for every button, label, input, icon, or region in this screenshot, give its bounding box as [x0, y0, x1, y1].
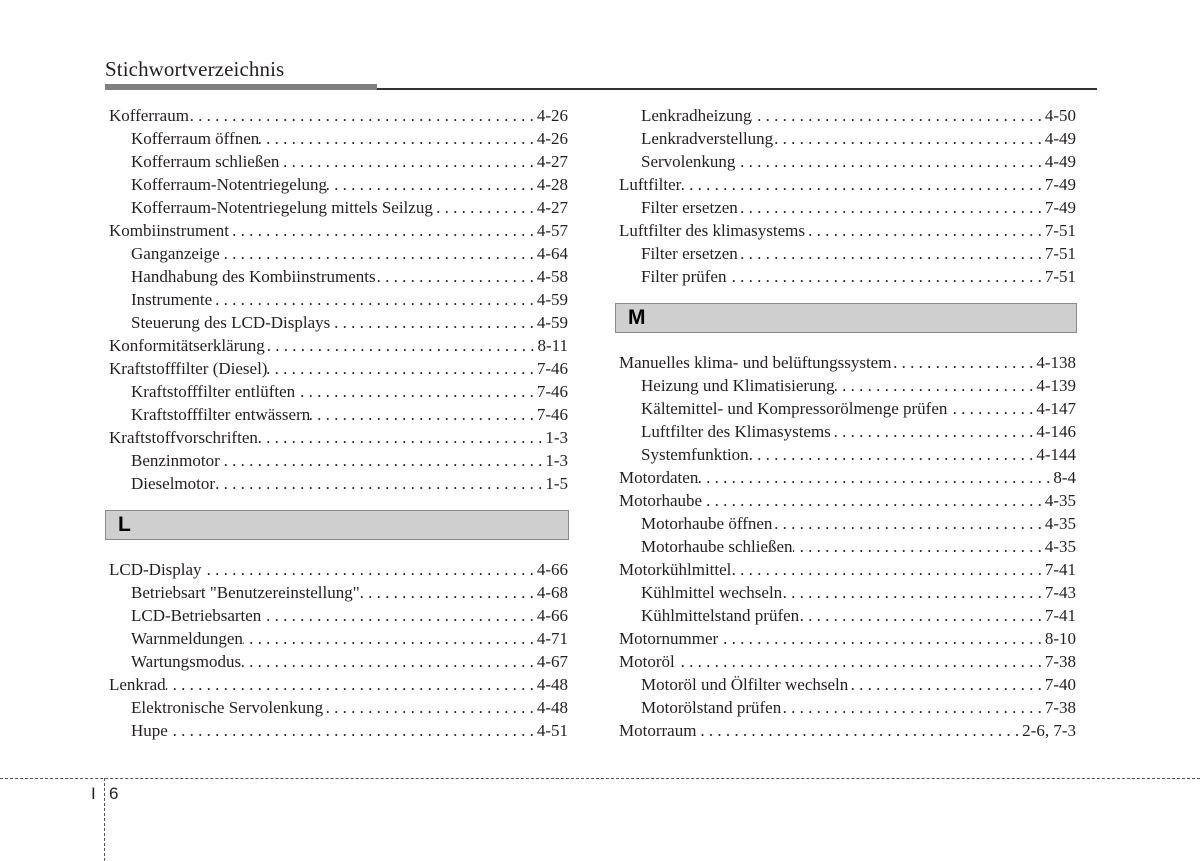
index-subentry: [109, 288, 568, 311]
dot-leader: [891, 351, 1036, 374]
index-subentry: [109, 150, 568, 173]
index-page-reference: 4-138: [1036, 353, 1076, 372]
index-page-reference: 4-144: [1036, 445, 1076, 464]
index-entry: [619, 627, 1076, 650]
index-term: Lenkrad: [109, 675, 166, 694]
index-subentry: [619, 196, 1076, 219]
index-subentry: [619, 443, 1076, 466]
index-page-reference: 7-46: [536, 405, 568, 424]
index-entry: [109, 104, 568, 127]
dot-leader: [323, 696, 537, 719]
dot-leader: [698, 466, 1053, 489]
index-entry: [109, 673, 568, 696]
index-page-reference: 7-46: [536, 382, 568, 401]
index-page-reference: 7-41: [1044, 560, 1076, 579]
index-page-reference: 4-51: [536, 721, 568, 740]
index-page-reference: 4-26: [536, 106, 568, 125]
dot-leader: [202, 558, 537, 581]
dot-leader: [212, 288, 537, 311]
dot-leader: [947, 397, 1036, 420]
index-term: Kofferraum-Notentriegelung mittels Seilzug: [131, 198, 433, 217]
dot-leader: [241, 650, 537, 673]
dot-leader: [782, 581, 1045, 604]
index-page-reference: 4-147: [1036, 399, 1076, 418]
dot-leader: [702, 489, 1045, 512]
index-subentry: [619, 512, 1076, 535]
dot-leader: [726, 265, 1044, 288]
index-subentry: [109, 696, 568, 719]
index-page-reference: 4-26: [536, 129, 568, 148]
index-term: Kombiinstrument: [109, 221, 229, 240]
index-page-reference: 8-11: [537, 336, 568, 355]
index-term: Kraftstofffilter (Diesel): [109, 359, 268, 378]
index-term: Manuelles klima- und belüftungssystem: [619, 353, 892, 372]
dot-leader: [310, 403, 537, 426]
index-subentry: [109, 719, 568, 742]
index-subentry: [109, 403, 568, 426]
index-page-reference: 2-6, 7-3: [1022, 721, 1076, 740]
index-entry: [109, 334, 568, 357]
dot-leader: [267, 357, 536, 380]
index-term: Dieselmotor: [131, 474, 216, 493]
header-rule-thin: [377, 88, 1097, 90]
dot-leader: [295, 380, 537, 403]
dot-leader: [189, 104, 537, 127]
index-page-reference: 4-48: [536, 698, 568, 717]
index-term: Luftfilter: [619, 175, 682, 194]
dot-leader: [831, 420, 1037, 443]
index-term: Luftfilter des Klimasystems: [641, 422, 831, 441]
footer-page-number: 6: [109, 784, 119, 803]
index-subentry: [619, 265, 1076, 288]
index-page-reference: 4-71: [536, 629, 568, 648]
index-term: LCD-Display: [109, 560, 202, 579]
index-subentry: [109, 242, 568, 265]
index-page-reference: 7-51: [1044, 221, 1076, 240]
index-page-reference: 7-40: [1044, 675, 1076, 694]
index-subentry: [619, 696, 1076, 719]
index-term: Motoröl und Ölfilter wechseln: [641, 675, 849, 694]
dot-leader: [220, 242, 537, 265]
index-term: Kofferraum schließen: [131, 152, 280, 171]
index-subentry: [109, 380, 568, 403]
footer-dashed-rule: [0, 778, 1200, 779]
dot-leader: [773, 127, 1045, 150]
index-term: Kühlmittel wechseln: [641, 583, 783, 602]
index-entry: [619, 489, 1076, 512]
index-term: Steuerung des LCD-Displays: [131, 313, 331, 332]
index-term: Luftfilter des klimasystems: [619, 221, 806, 240]
index-term: Motordaten: [619, 468, 699, 487]
index-page-reference: 4-66: [536, 606, 568, 625]
index-page-reference: 7-46: [536, 359, 568, 378]
dot-leader: [731, 558, 1044, 581]
index-page-reference: 4-35: [1044, 514, 1076, 533]
dot-leader: [220, 449, 546, 472]
index-term: Kraftstoffvorschriften: [109, 428, 258, 447]
dot-leader: [681, 173, 1045, 196]
index-subentry: [109, 472, 568, 495]
index-entry: [619, 219, 1076, 242]
index-subentry: [109, 196, 568, 219]
dot-leader: [735, 150, 1044, 173]
index-page-reference: 4-48: [536, 675, 568, 694]
dot-leader: [259, 127, 537, 150]
dot-leader: [258, 426, 545, 449]
index-page-reference: 4-35: [1044, 537, 1076, 556]
dot-leader: [168, 719, 537, 742]
index-term: Motorhaube: [619, 491, 703, 510]
index-term: Kraftstofffilter entwässern: [131, 405, 311, 424]
index-page-reference: 8-4: [1053, 468, 1076, 487]
index-term: Betriebsart "Benutzereinstellung": [131, 583, 360, 602]
index-term: Kofferraum: [109, 106, 189, 125]
index-subentry: [109, 650, 568, 673]
dot-leader: [749, 443, 1037, 466]
index-subentry: [619, 127, 1076, 150]
index-page-reference: 4-49: [1044, 152, 1076, 171]
index-page-reference: 7-41: [1044, 606, 1076, 625]
index-page-reference: 7-49: [1044, 198, 1076, 217]
dot-leader: [215, 472, 545, 495]
dot-leader: [675, 650, 1045, 673]
index-subentry: [109, 311, 568, 334]
index-column-left: [109, 104, 568, 742]
index-page-reference: 4-146: [1036, 422, 1076, 441]
section-spacer: [619, 288, 1076, 303]
index-term: Elektronische Servolenkung: [131, 698, 324, 717]
index-page-reference: 7-38: [1044, 698, 1076, 717]
index-page-reference: 4-58: [536, 267, 568, 286]
dot-leader: [793, 535, 1045, 558]
index-term: Kältemittel- und Kompressorölmenge prüfen: [641, 399, 948, 418]
index-subentry: [619, 242, 1076, 265]
index-entry: [619, 719, 1076, 742]
index-term: Motoröl: [619, 652, 675, 671]
index-subentry: [109, 449, 568, 472]
index-subentry: [619, 673, 1076, 696]
index-page-reference: 4-27: [536, 198, 568, 217]
dot-leader: [327, 173, 537, 196]
index-term: Lenkradverstellung: [641, 129, 774, 148]
dot-leader: [360, 581, 537, 604]
index-term: Kofferraum-Notentriegelung: [131, 175, 328, 194]
index-term: Filter prüfen: [641, 267, 727, 286]
index-page-reference: 4-68: [536, 583, 568, 602]
index-page-reference: 7-38: [1044, 652, 1076, 671]
index-subentry: [109, 604, 568, 627]
index-entry: [619, 351, 1076, 374]
dot-leader: [751, 104, 1044, 127]
index-subentry: [619, 104, 1076, 127]
index-subentry: [109, 627, 568, 650]
dot-leader: [805, 219, 1045, 242]
section-spacer: [619, 333, 1076, 351]
index-entry: [619, 173, 1076, 196]
index-page-reference: 4-59: [536, 313, 568, 332]
index-term: Filter ersetzen: [641, 198, 738, 217]
dot-leader: [330, 311, 537, 334]
index-term: Motorölstand prüfen: [641, 698, 782, 717]
dot-leader: [781, 696, 1045, 719]
index-term: Kraftstofffilter entlüften: [131, 382, 296, 401]
index-page-reference: 4-49: [1044, 129, 1076, 148]
index-page-reference: 4-50: [1044, 106, 1076, 125]
index-subentry: [109, 581, 568, 604]
index-term: Konformitätserklärung: [109, 336, 265, 355]
index-term: Motorhaube öffnen: [641, 514, 773, 533]
index-page-reference: 1-3: [545, 428, 568, 447]
index-page-reference: 4-66: [536, 560, 568, 579]
index-term: Handhabung des Kombiinstruments: [131, 267, 376, 286]
dot-leader: [738, 196, 1045, 219]
dot-leader: [848, 673, 1045, 696]
index-subentry: [619, 397, 1076, 420]
index-entry: [619, 558, 1076, 581]
section-header: L: [105, 510, 569, 540]
index-term: Motorhaube schließen: [641, 537, 793, 556]
index-term: LCD-Betriebsarten: [131, 606, 262, 625]
index-subentry: [619, 420, 1076, 443]
index-term: Motorkühlmittel: [619, 560, 732, 579]
index-page-reference: 4-28: [536, 175, 568, 194]
dot-leader: [279, 150, 536, 173]
index-page-reference: 4-64: [536, 244, 568, 263]
index-term: Benzinmotor: [131, 451, 220, 470]
index-subentry: [109, 127, 568, 150]
index-term: Ganganzeige: [131, 244, 220, 263]
index-subentry: [619, 604, 1076, 627]
index-entry: [109, 357, 568, 380]
dot-leader: [376, 265, 537, 288]
index-term: Servolenkung: [641, 152, 736, 171]
index-term: Lenkradheizung: [641, 106, 752, 125]
index-term: Motorraum: [619, 721, 697, 740]
index-subentry: [109, 265, 568, 288]
section-spacer: [109, 540, 568, 558]
index-term: Instrumente: [131, 290, 213, 309]
index-page-reference: 7-51: [1044, 244, 1076, 263]
index-page-reference: 7-51: [1044, 267, 1076, 286]
index-subentry: [619, 374, 1076, 397]
dot-leader: [433, 196, 537, 219]
index-page-reference: 7-43: [1044, 583, 1076, 602]
index-page-reference: 1-3: [545, 451, 568, 470]
dot-leader: [772, 512, 1044, 535]
index-page-reference: 4-35: [1044, 491, 1076, 510]
index-page-reference: 4-27: [536, 152, 568, 171]
dot-leader: [799, 604, 1045, 627]
index-page-reference: 4-59: [536, 290, 568, 309]
dot-leader: [718, 627, 1045, 650]
index-term: Kofferraum öffnen: [131, 129, 260, 148]
dot-leader: [243, 627, 537, 650]
index-page-reference: 1-5: [545, 474, 568, 493]
index-page-reference: 8-10: [1044, 629, 1076, 648]
dot-leader: [265, 334, 538, 357]
section-header: M: [615, 303, 1077, 333]
index-term: Warnmeldungen: [131, 629, 243, 648]
index-term: Heizung und Klimatisierung: [641, 376, 835, 395]
index-term: Wartungsmodus: [131, 652, 242, 671]
index-term: Filter ersetzen: [641, 244, 738, 263]
footer-dashed-divider: [104, 778, 105, 861]
index-column-right: [619, 104, 1076, 742]
index-entry: [109, 219, 568, 242]
index-page-reference: 4-139: [1036, 376, 1076, 395]
index-page-reference: 7-49: [1044, 175, 1076, 194]
footer-section-label: I: [91, 784, 96, 803]
index-subentry: [619, 535, 1076, 558]
header-rule-thick: [105, 84, 377, 90]
dot-leader: [835, 374, 1037, 397]
dot-leader: [738, 242, 1045, 265]
index-entry: [619, 466, 1076, 489]
page-title: Stichwortverzeichnis: [105, 57, 285, 81]
dot-leader: [696, 719, 1022, 742]
index-subentry: [619, 150, 1076, 173]
index-page-reference: 4-67: [536, 652, 568, 671]
index-term: Hupe: [131, 721, 168, 740]
index-term: Motornummer: [619, 629, 719, 648]
index-entry: [619, 650, 1076, 673]
index-term: Kühlmittelstand prüfen: [641, 606, 800, 625]
dot-leader: [261, 604, 537, 627]
index-subentry: [109, 173, 568, 196]
index-term: Systemfunktion: [641, 445, 749, 464]
dot-leader: [229, 219, 537, 242]
index-entry: [109, 426, 568, 449]
index-entry: [109, 558, 568, 581]
section-spacer: [109, 495, 568, 510]
index-subentry: [619, 581, 1076, 604]
dot-leader: [166, 673, 537, 696]
index-page-reference: 4-57: [536, 221, 568, 240]
